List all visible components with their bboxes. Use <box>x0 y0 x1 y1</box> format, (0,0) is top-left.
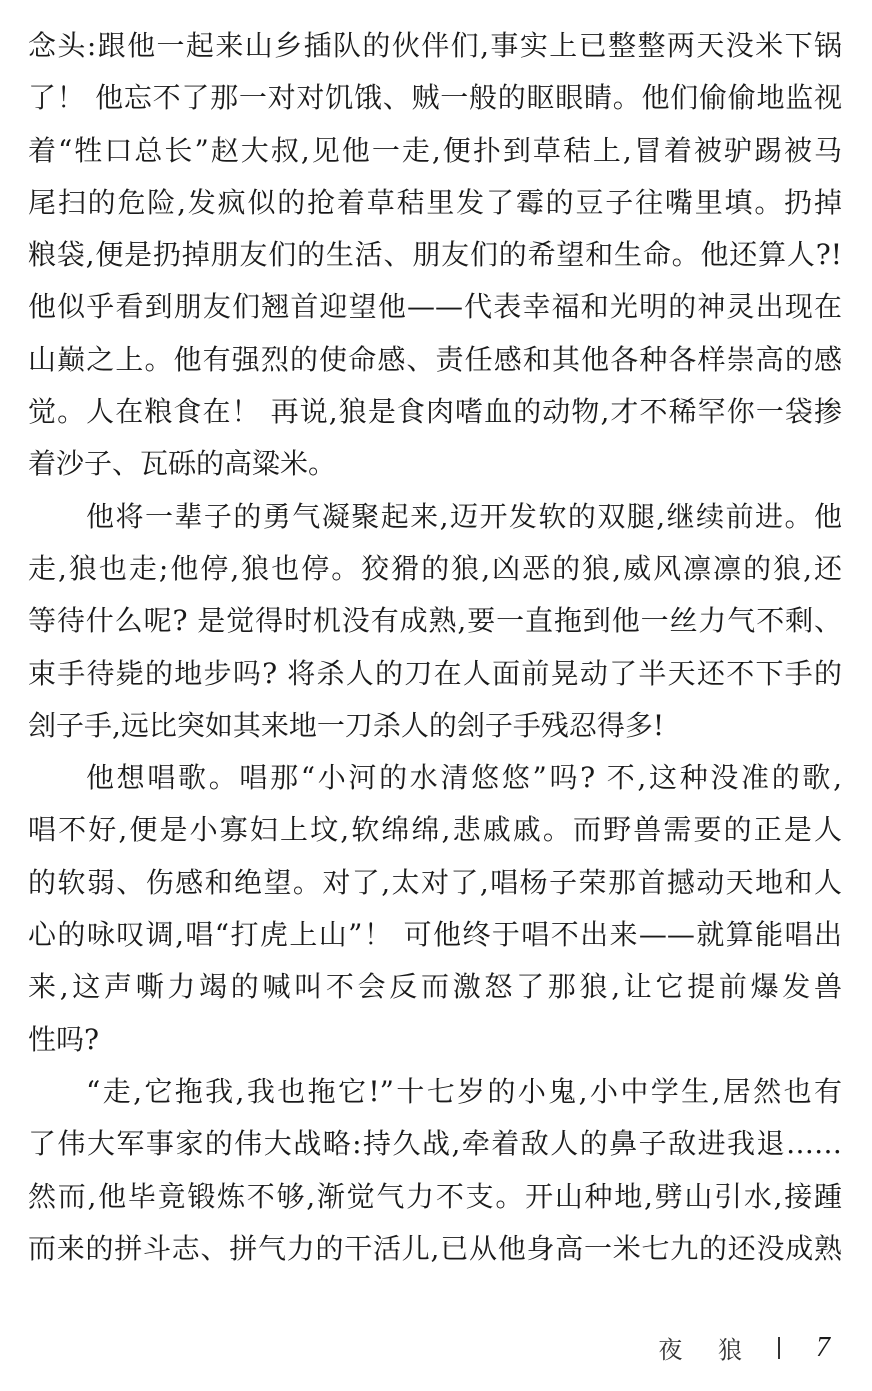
text-line: 性吗? <box>28 1022 100 1056</box>
text-line: 了伟大军事家的伟大战略:持久战,牵着敌人的鼻子敌进我退…… <box>28 1127 842 1161</box>
text-line: 尾扫的危险,发疯似的抢着草秸里发了霉的豆子往嘴里填。扔掉 <box>28 185 842 219</box>
text-line: 的软弱、伤感和绝望。对了,太对了,唱杨子荣那首撼动天地和人 <box>28 865 842 899</box>
text-line: 然而,他毕竟锻炼不够,渐觉气力不支。开山种地,劈山引水,接踵 <box>28 1179 842 1213</box>
page-body <box>28 20 842 1275</box>
page-number: 7 <box>816 1331 830 1363</box>
text-line: 刽子手,远比突如其来地一刀杀人的刽子手残忍得多! <box>28 708 665 742</box>
paragraph <box>28 491 842 752</box>
page-footer <box>658 1330 830 1365</box>
text-line: 他似乎看到朋友们翘首迎望他——代表幸福和光明的神灵出现在 <box>28 290 842 324</box>
text-line: 粮袋,便是扔掉朋友们的生活、朋友们的希望和生命。他还算人?! <box>28 238 842 272</box>
text-line: 唱不好,便是小寡妇上坟,软绵绵,悲戚戚。而野兽需要的正是人 <box>28 813 842 847</box>
text-line: 走,狼也走;他停,狼也停。狡猾的狼,凶恶的狼,威风凛凛的狼,还 <box>28 551 842 585</box>
text-line: “走,它拖我,我也拖它!”十七岁的小鬼,小中学生,居然也有 <box>86 1074 842 1108</box>
text-line: 他想唱歌。唱那“小河的水清悠悠”吗? 不,这种没准的歌, <box>86 761 842 795</box>
text-line: 念头:跟他一起来山乡插队的伙伴们,事实上已整整两天没米下锅 <box>28 29 842 62</box>
text-line: 着沙子、瓦砾的高粱米。 <box>28 447 337 481</box>
paragraph <box>28 20 842 491</box>
text-line: 束手待毙的地步吗? 将杀人的刀在人面前晃动了半天还不下手的 <box>28 656 842 690</box>
text-line: 而来的拼斗志、拼气力的干活儿,已从他身高一米七九的还没成熟 <box>28 1231 842 1265</box>
text-line: 着“牲口总长”赵大叔,见他一走,便扑到草秸上,冒着被驴踢被马 <box>28 133 842 167</box>
paragraph <box>28 1066 842 1275</box>
text-line: 来,这声嘶力竭的喊叫不会反而激怒了那狼,让它提前爆发兽 <box>28 970 842 1004</box>
text-line: 山巅之上。他有强烈的使命感、责任感和其他各种各样崇高的感 <box>28 342 842 376</box>
text-line: 了！ 他忘不了那一对对饥饿、贼一般的眍眼睛。他们偷偷地监视 <box>28 81 842 115</box>
paragraph <box>28 752 842 1066</box>
text-line: 等待什么呢? 是觉得时机没有成熟,要一直拖到他一丝力气不剩、 <box>28 604 842 638</box>
text-line: 觉。人在粮食在！ 再说,狼是食肉嗜血的动物,才不稀罕你一袋掺 <box>28 395 842 429</box>
footer-divider <box>778 1337 780 1359</box>
text-line: 心的咏叹调,唱“打虎上山”！ 可他终于唱不出来——就算能唱出 <box>28 918 842 952</box>
running-title: 夜 狼 <box>658 1336 756 1364</box>
text-line: 他将一辈子的勇气凝聚起来,迈开发软的双腿,继续前进。他 <box>86 499 842 533</box>
